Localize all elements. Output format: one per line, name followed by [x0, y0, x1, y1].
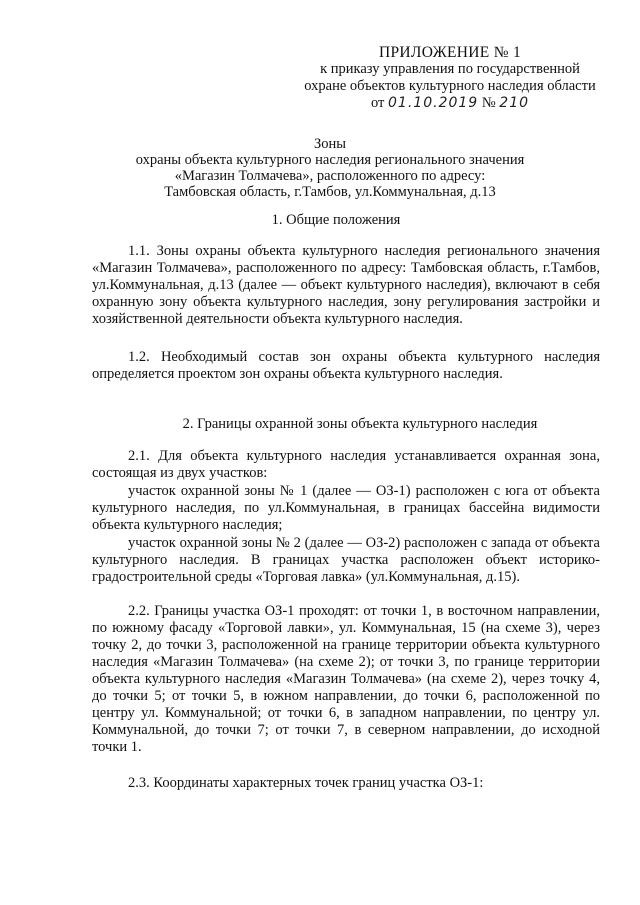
document-heading — [96, 136, 564, 200]
paragraph-2-1-b: участок охранной зоны № 2 (далее — ОЗ-2) расположен с запада от объекта культурного наследия. В границах участка расположен объект историко-градостроительной среды «Торговая лавка» (ул.Коммунальная, д.15). — [92, 535, 600, 585]
paragraph-2-1-a: участок охранной зоны № 1 (далее — ОЗ-1) расположен с юга от объекта культурного наследия, по ул.Коммунальная, в границах бассейна видимости объекта культурного наследия; — [92, 483, 600, 533]
handwritten-date: 01.10.2019 — [388, 95, 479, 111]
heading-line-1: Зоны — [313, 136, 347, 152]
appendix-line-1: к приказу управления по государственной — [320, 61, 580, 77]
heading-line-3: «Магазин Толмачева», расположенного по адресу: — [174, 168, 486, 184]
appendix-date-line — [300, 95, 600, 112]
section-1-title: 1. Общие положения — [271, 212, 401, 228]
section-2-title: 2. Границы охранной зоны объекта культурного наследия — [182, 416, 538, 432]
paragraph-2-2: 2.2. Границы участка ОЗ-1 проходят: от точки 1, в восточном направлении, по южному фасаду «Торговой лавки», ул. Коммунальная, 15 (на схеме 3), через точку 2, до точки 3, расположенной на границе территории объекта культурного наследия «Магазин Толмачева» (на схеме 2); от точки 3, по границе территории объекта культурного наследия «Магазин Толмачева» (на схеме 2), через точку 4, до точки 5; от точки 5, в южном направлении, до точки 6, расположенной по центру ул. Коммунальной; от точки 6, в западном направлении, по центру ул. Коммунальной, до точки 7; от точки 7, в северном направлении, до исходной точки 1. — [92, 603, 600, 755]
number-sign: № — [481, 95, 496, 111]
paragraph-2-1: 2.1. Для объекта культурного наследия устанавливается охранная зона, состоящая из двух участков: — [92, 448, 600, 481]
paragraph-1-1: 1.1. Зоны охраны объекта культурного наследия регионального значения «Магазин Толмачева», расположенного по адресу: Тамбовская область, г.Тамбов, ул.Коммунальная, д.13 (далее — объект культурного наследия), включают в себя охранную зону объекта культурного наследия, зону регулирования застройки и хозяйственной деятельности объекта культурного наследия. — [92, 243, 600, 327]
appendix-title: ПРИЛОЖЕНИЕ № 1 — [378, 44, 522, 61]
appendix-line-2: охране объектов культурного наследия области — [304, 78, 596, 94]
paragraph-2-3: 2.3. Координаты характерных точек границ участка ОЗ-1: — [128, 775, 484, 791]
from-prefix: от — [370, 95, 385, 111]
heading-line-2: охраны объекта культурного наследия регионального значения — [135, 152, 525, 168]
appendix-block — [300, 44, 600, 112]
heading-line-4: Тамбовская область, г.Тамбов, ул.Коммунальная, д.13 — [164, 184, 496, 200]
handwritten-number: 210 — [499, 95, 530, 111]
paragraph-1-2: 1.2. Необходимый состав зон охраны объекта культурного наследия определяется проектом зон охраны объекта культурного наследия. — [92, 349, 600, 382]
